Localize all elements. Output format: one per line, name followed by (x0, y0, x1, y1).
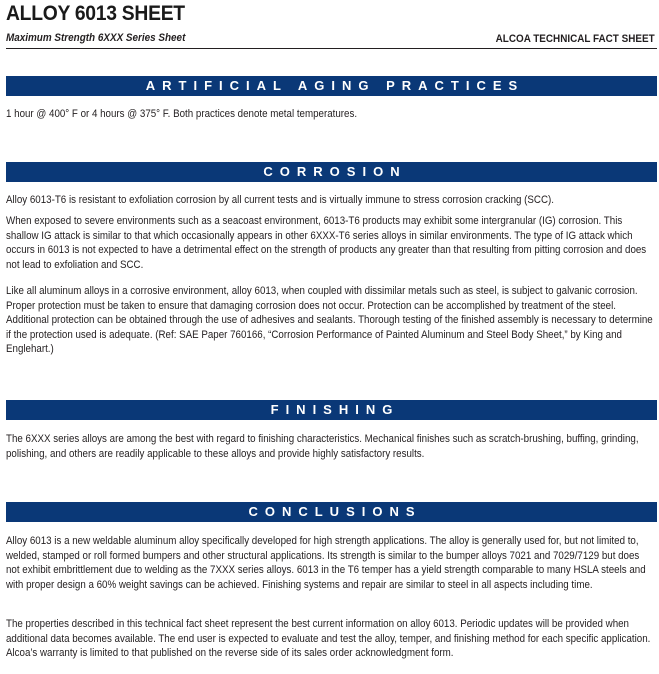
section-band-finishing (6, 400, 657, 420)
document-title: ALLOY 6013 SHEET (6, 2, 185, 25)
header-divider (6, 48, 657, 49)
section-heading-corrosion: CORROSION (263, 164, 407, 179)
section-band-aging (6, 76, 657, 96)
conclusions-paragraph-1: Alloy 6013 is a new weldable aluminum alloy specifically developed for high strength applications. The alloy is generally used for, but not limited to, welded, stamped or roll formed bumpers and other structural applications. Its strength is similar to the bumper alloys 7021 and 7029/7129 but does not exhibit embrittlement due to welding as the 7XXX series alloys. 6013 in the T6 temper has a yield strength comparable to many HSLA steels and with proper design a 60% weight savings can be achieved. Finishing systems and repair are similar to steel in all aspects including time. (6, 535, 646, 591)
document-type-label: ALCOA TECHNICAL FACT SHEET (496, 33, 655, 45)
corrosion-paragraph-1: Alloy 6013-T6 is resistant to exfoliation corrosion by all current tests and is virtually immune to stress corrosion cracking (SCC). (6, 194, 554, 206)
section-heading-finishing: FINISHING (270, 402, 400, 417)
finishing-paragraph: The 6XXX series alloys are among the best with regard to finishing characteristics. Mechanical finishes such as scratch-brushing, buffing, grinding, polishing, and others are readily applicable to these alloys and provide highly satisfactory results. (6, 433, 639, 460)
section-heading-conclusions: CONCLUSIONS (248, 504, 422, 519)
section-band-conclusions (6, 502, 657, 522)
aging-paragraph: 1 hour @ 400° F or 4 hours @ 375° F. Both practices denote metal temperatures. (6, 108, 358, 120)
corrosion-paragraph-3: Like all aluminum alloys in a corrosive environment, alloy 6013, when coupled with dissimilar metals such as steel, is subject to galvanic corrosion. Proper protection must be taken to ensure that damaging corrosion does not occur. Protection can be accomplished by treatment of the steel. Additional protection can be obtained through the use of adhesives and sealants. Thorough testing of the finished assembly is necessary to determine if the protection used is adequate. (Ref: SAE Paper 760166, “Corrosion Performance of Painted Aluminum and Steel Body Sheet,” by King and Englehart.) (6, 285, 653, 356)
corrosion-paragraph-2: When exposed to severe environments such as a seacoast environment, 6013-T6 products may exhibit some intergranular (IG) corrosion. This shallow IG attack is similar to that which occasionally appears in other 6XXX-T6 series alloys in similar environments. The type of IG attack which occurs in 6013 is not expected to have a detrimental effect on the strength of products any greater than that resulting from pitting corrosion and does not lead to exfoliation and SCC. (6, 215, 647, 271)
document-subtitle: Maximum Strength 6XXX Series Sheet (6, 32, 186, 44)
conclusions-paragraph-2: The properties described in this technical fact sheet represent the best current information on alloy 6013. Periodic updates will be provided when additional data becomes available. The end user is expected to evaluate and test the alloy, temper, and finishing method for each specific application. Alcoa’s warranty is limited to that published on the reverse side of its sales order acknowledgment form. (6, 618, 651, 660)
section-band-corrosion (6, 162, 657, 182)
section-heading-aging: ARTIFICIAL AGING PRACTICES (145, 78, 525, 93)
